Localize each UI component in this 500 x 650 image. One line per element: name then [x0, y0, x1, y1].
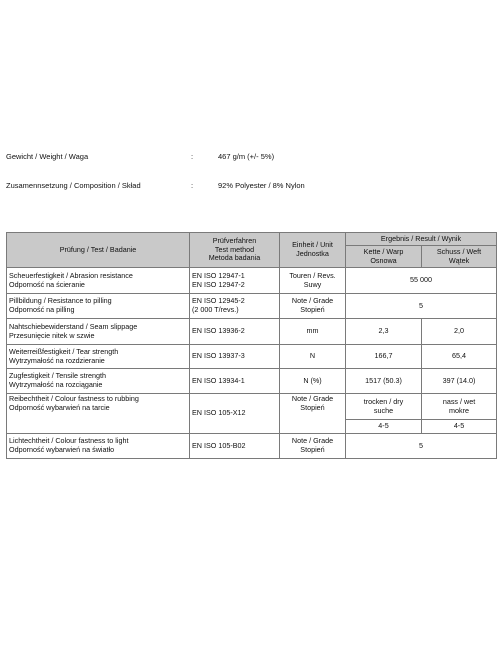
weight-label: Gewicht / Weight / Waga	[6, 152, 89, 161]
test-unit: N (%)	[280, 369, 346, 394]
table-row	[7, 268, 497, 294]
table-row	[7, 394, 497, 420]
test-method: EN ISO 12945-2 (2 000 T/revs.)	[190, 294, 280, 319]
dry-value: 4-5	[346, 420, 422, 434]
warp-value: 2,3	[346, 319, 422, 345]
table-row	[7, 345, 497, 369]
test-method: EN ISO 105-X12	[190, 394, 280, 434]
header-result: Ergebnis / Result / Wynik	[346, 233, 497, 246]
header-warp: Kette / Warp Osnowa	[346, 246, 422, 268]
table-row	[7, 319, 497, 345]
wet-value: 4-5	[422, 420, 497, 434]
warp-value: 166,7	[346, 345, 422, 369]
test-method: EN ISO 13937-3	[190, 345, 280, 369]
test-method: EN ISO 12947-1 EN ISO 12947-2	[190, 268, 280, 294]
composition-value: 92% Polyester / 8% Nylon	[218, 181, 305, 190]
test-method: EN ISO 105-B02	[190, 434, 280, 459]
table-row	[7, 294, 497, 319]
test-result: 5	[346, 294, 497, 319]
test-name: Reibechtheit / Colour fastness to rubbing Odporność wybarwień na tarcie	[7, 394, 190, 434]
weight-value: 467 g/m (+/- 5%)	[218, 152, 275, 161]
test-name: Zugfestigkeit / Tensile strength Wytrzymałość na rozciąganie	[7, 369, 190, 394]
test-unit: Note / Grade Stopień	[280, 434, 346, 459]
table-row	[7, 369, 497, 394]
test-name: Scheuerfestigkeit / Abrasion resistance Odporność na ścieranie	[7, 268, 190, 294]
test-results-table	[6, 232, 497, 459]
warp-value: 1517 (50.3)	[346, 369, 422, 394]
composition-label: Zusamennsetzung / Composition / Skład	[6, 181, 141, 190]
weft-value: 2,0	[422, 319, 497, 345]
test-name: Lichtechtheit / Colour fastness to light Odporność wybarwień na światło	[7, 434, 190, 459]
test-result: 55 000	[346, 268, 497, 294]
header-test: Prüfung / Test / Badanie	[7, 233, 190, 268]
test-name: Pillbildung / Resistance to pilling Odporność na pilling	[7, 294, 190, 319]
test-name: Nahtschiebewiderstand / Seam slippage Przesunięcie nitek w szwie	[7, 319, 190, 345]
test-method: EN ISO 13934-1	[190, 369, 280, 394]
table-row	[7, 434, 497, 459]
header-unit: Einheit / Unit Jednostka	[280, 233, 346, 268]
test-name: Weiterreißfestigkeit / Tear strength Wytrzymałość na rozdzieranie	[7, 345, 190, 369]
weight-colon: :	[191, 152, 194, 161]
test-unit: mm	[280, 319, 346, 345]
weft-value: 65,4	[422, 345, 497, 369]
test-unit: Touren / Revs. Suwy	[280, 268, 346, 294]
header-method: Prüfverfahren Test method Metoda badania	[190, 233, 280, 268]
test-result: 5	[346, 434, 497, 459]
wet-label: nass / wet mokre	[422, 394, 497, 420]
weft-value: 397 (14.0)	[422, 369, 497, 394]
test-unit: Note / Grade Stopień	[280, 394, 346, 434]
test-unit: N	[280, 345, 346, 369]
test-method: EN ISO 13936-2	[190, 319, 280, 345]
test-unit: Note / Grade Stopień	[280, 294, 346, 319]
header-weft: Schuss / Weft Wątek	[422, 246, 497, 268]
composition-colon: :	[191, 181, 194, 190]
dry-label: trocken / dry suche	[346, 394, 422, 420]
